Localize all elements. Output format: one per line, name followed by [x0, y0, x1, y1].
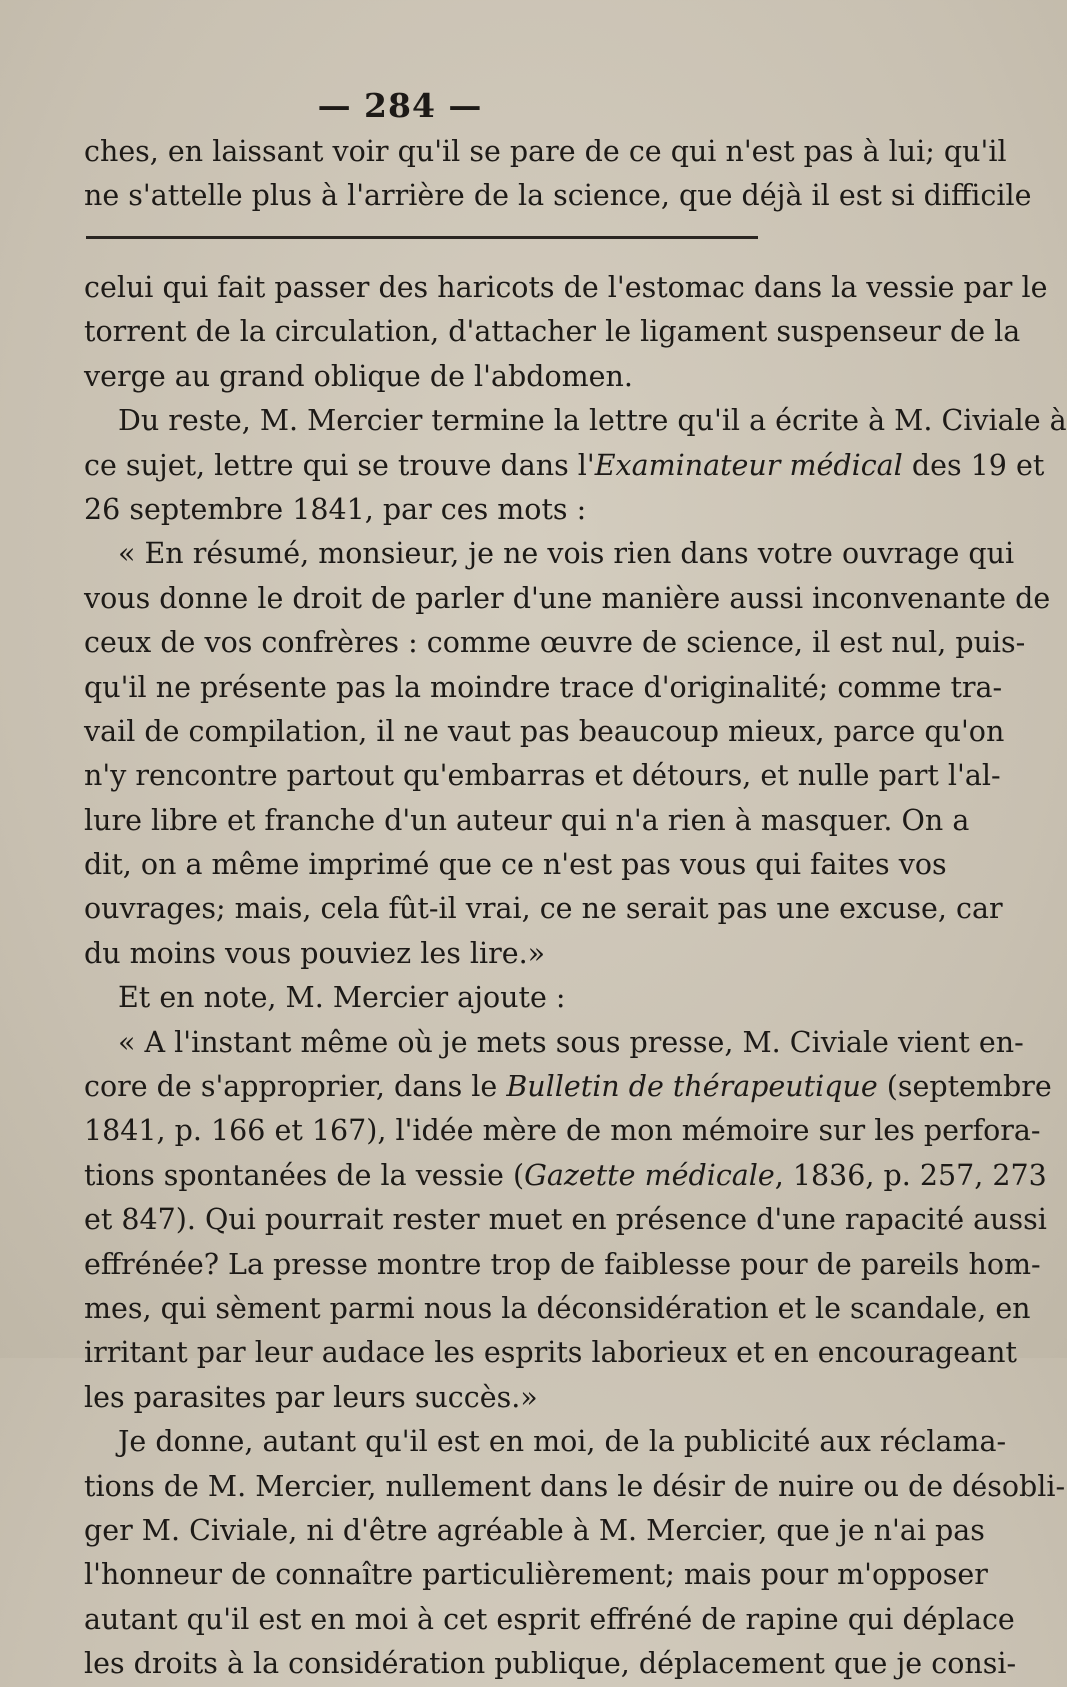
- text-line: 1841, p. 166 et 167), l'idée mère de mon mémoire sur les perfora-: [84, 1114, 1041, 1148]
- text-line: ne s'attelle plus à l'arrière de la science, que déjà il est si difficile: [84, 179, 1032, 213]
- text-line: ger M. Civiale, ni d'être agréable à M. Mercier, que je n'ai pas: [84, 1513, 985, 1547]
- text-line: Je donne, autant qu'il est en moi, de la publicité aux réclama-: [118, 1425, 1007, 1459]
- text-line: du moins vous pouviez les lire.»: [84, 936, 546, 970]
- text-line: [84, 1065, 1052, 1109]
- text-segment: ce sujet, lettre qui se trouve dans l': [84, 448, 595, 482]
- text-line: l'honneur de connaître particulièrement; mais pour m'opposer: [84, 1558, 988, 1592]
- text-line: dit, on a même imprimé que ce n'est pas vous qui faites vos: [84, 848, 947, 882]
- text-segment: , 1836, p. 257, 273: [774, 1158, 1047, 1192]
- text-line: lure libre et franche d'un auteur qui n'a rien à masquer. On a: [84, 803, 970, 837]
- text-line: « En résumé, monsieur, je ne vois rien dans votre ouvrage qui: [118, 537, 1015, 571]
- page-number: — 284 —: [317, 86, 483, 125]
- text-line: 26 septembre 1841, par ces mots :: [84, 492, 587, 526]
- text-segment: (septembre: [877, 1070, 1052, 1104]
- text-line: les parasites par leurs succès.»: [84, 1380, 538, 1414]
- text-line: autant qu'il est en moi à cet esprit effréné de rapine qui déplace: [84, 1602, 1015, 1636]
- text-segment: des 19 et: [902, 448, 1045, 482]
- text-line: Du reste, M. Mercier termine la lettre qu'il a écrite à M. Civiale à: [118, 404, 1067, 438]
- text-line: torrent de la circulation, d'attacher le ligament suspenseur de la: [84, 315, 1021, 349]
- text-line: irritant par leur audace les esprits laborieux et en encourageant: [84, 1336, 1017, 1370]
- text-line: vous donne le droit de parler d'une manière aussi inconvenante de: [84, 581, 1051, 615]
- text-line: vail de compilation, il ne vaut pas beaucoup mieux, parce qu'on: [84, 714, 1005, 748]
- text-line: [84, 444, 1045, 488]
- text-line: [84, 1154, 1047, 1198]
- text-segment: tions spontanées de la vessie (: [84, 1158, 525, 1192]
- text-segment: core de s'approprier, dans le: [84, 1070, 507, 1104]
- text-line: mes, qui sèment parmi nous la déconsidération et le scandale, en: [84, 1291, 1031, 1325]
- text-line: tions de M. Mercier, nullement dans le désir de nuire ou de désobli-: [84, 1469, 1066, 1503]
- text-line: effrénée? La presse montre trop de faiblesse pour de pareils hom-: [84, 1247, 1041, 1281]
- journal-title: Bulletin de thérapeutique: [506, 1070, 878, 1104]
- top-paragraph: [84, 130, 1032, 219]
- journal-title: Examinateur médical: [594, 448, 903, 482]
- journal-title: Gazette médicale: [524, 1158, 775, 1192]
- main-text: [84, 266, 1067, 1687]
- text-line: les droits à la considération publique, déplacement que je consi-: [84, 1647, 1017, 1681]
- text-line: « A l'instant même où je mets sous presse, M. Civiale vient en-: [118, 1025, 1024, 1059]
- text-line: qu'il ne présente pas la moindre trace d'originalité; comme tra-: [84, 670, 1003, 704]
- text-line: ouvrages; mais, cela fût-il vrai, ce ne serait pas une excuse, car: [84, 892, 1003, 926]
- text-line: ceux de vos confrères : comme œuvre de science, il est nul, puis-: [84, 626, 1026, 660]
- text-line: verge au grand oblique de l'abdomen.: [84, 359, 633, 393]
- horizontal-rule: [86, 236, 758, 239]
- text-line: et 847). Qui pourrait rester muet en présence d'une rapacité aussi: [84, 1203, 1047, 1237]
- text-line: n'y rencontre partout qu'embarras et détours, et nulle part l'al-: [84, 759, 1001, 793]
- text-line: Et en note, M. Mercier ajoute :: [118, 981, 566, 1015]
- text-line: ches, en laissant voir qu'il se pare de ce qui n'est pas à lui; qu'il: [84, 135, 1007, 168]
- text-line: celui qui fait passer des haricots de l'estomac dans la vessie par le: [84, 271, 1048, 304]
